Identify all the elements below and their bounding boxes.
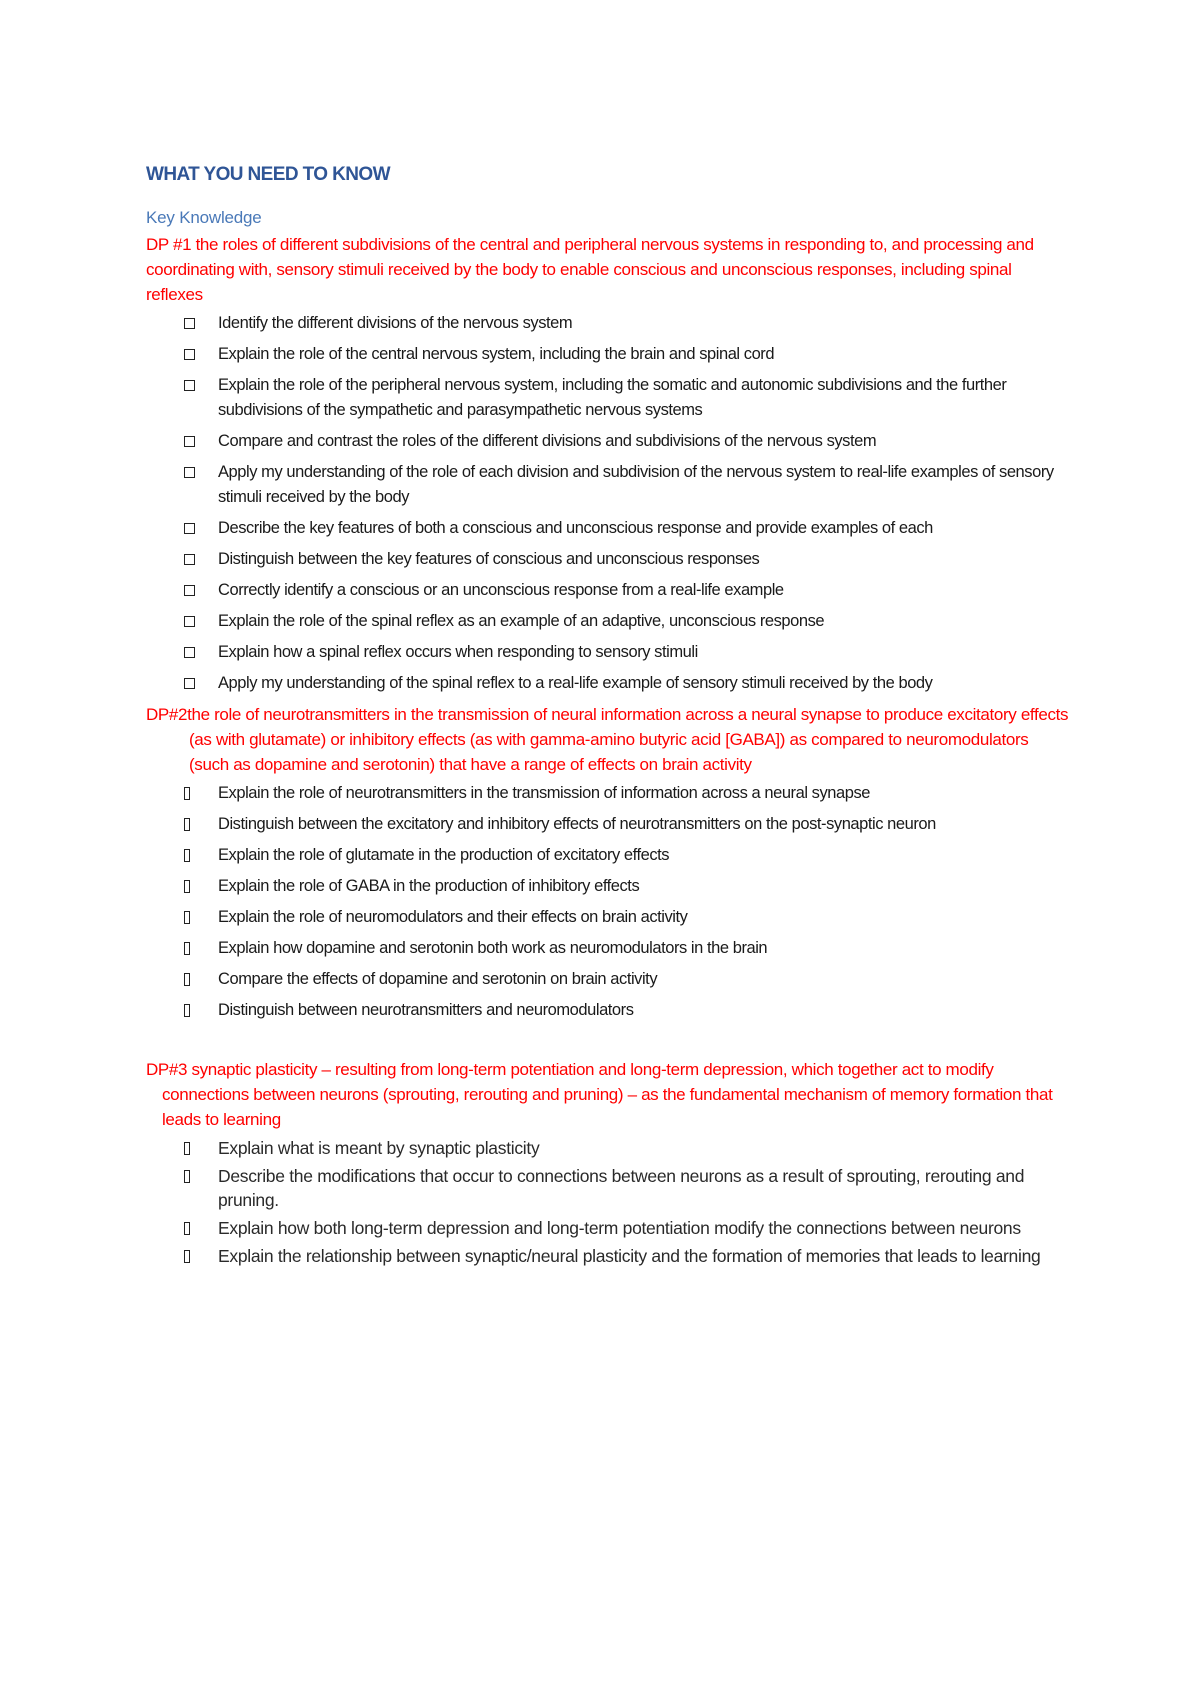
checkbox-icon[interactable] [184, 647, 195, 658]
checklist-item [146, 812, 1072, 837]
item-text: Explain the role of the spinal reflex as an example of an adaptive, unconscious response [218, 612, 825, 630]
item-text: Distinguish between the excitatory and inhibitory effects of neurotransmitters on the post-synaptic neuron [218, 815, 936, 833]
missing-glyph-icon [184, 1170, 190, 1183]
checkbox-icon[interactable] [184, 616, 195, 627]
document-page [146, 162, 1072, 1272]
item-text: Distinguish between neurotransmitters and neuromodulators [218, 1001, 634, 1019]
item-text: Explain the role of GABA in the production of inhibitory effects [218, 877, 640, 895]
missing-glyph-icon [184, 1250, 190, 1263]
item-text: Apply my understanding of the role of each division and subdivision of the nervous system to real-life examples of sensory stimuli received by the body [218, 463, 1054, 506]
missing-glyph-icon [184, 1004, 190, 1017]
missing-glyph-icon [184, 1222, 190, 1235]
page-title: WHAT YOU NEED TO KNOW [146, 164, 390, 185]
missing-glyph-icon [184, 787, 190, 800]
checklist-item [146, 609, 1072, 634]
item-text: Explain the relationship between synaptic/neural plasticity and the formation of memories that leads to learning [218, 1246, 1041, 1266]
checklist-item [146, 781, 1072, 806]
checklist-item [146, 1216, 1072, 1240]
item-text: Explain the role of neuromodulators and their effects on brain activity [218, 908, 688, 926]
item-text: Identify the different divisions of the nervous system [218, 314, 573, 332]
checklist-item [146, 578, 1072, 603]
item-text: Explain how a spinal reflex occurs when responding to sensory stimuli [218, 643, 698, 661]
checklist-item [146, 311, 1072, 336]
checklist-item [146, 905, 1072, 930]
checklist-item [146, 1164, 1072, 1212]
item-text: Compare and contrast the roles of the different divisions and subdivisions of the nervous system [218, 432, 877, 450]
item-text: Explain what is meant by synaptic plasticity [218, 1138, 540, 1158]
item-text: Compare the effects of dopamine and serotonin on brain activity [218, 970, 658, 988]
item-text: Explain how both long-term depression and long-term potentiation modify the connections between neurons [218, 1218, 1021, 1238]
item-text: Explain the role of neurotransmitters in the transmission of information across a neural synapse [218, 784, 870, 802]
checklist-item [146, 640, 1072, 665]
checklist-item [146, 516, 1072, 541]
checkbox-icon[interactable] [184, 554, 195, 565]
checklist-item [146, 1136, 1072, 1160]
checkbox-icon[interactable] [184, 523, 195, 534]
checklist-item [146, 874, 1072, 899]
section-subtitle: Key Knowledge [146, 208, 262, 227]
item-text: Explain the role of the central nervous system, including the brain and spinal cord [218, 345, 775, 363]
item-text: Apply my understanding of the spinal reflex to a real-life example of sensory stimuli received by the body [218, 674, 933, 692]
item-text: Explain the role of glutamate in the production of excitatory effects [218, 846, 670, 864]
section-spacer [146, 1029, 1072, 1057]
section-dp1 [146, 232, 1072, 696]
checklist-item [146, 1244, 1072, 1268]
dp2-heading: DP#2the role of neurotransmitters in the transmission of neural information across a neural synapse to produce excitatory effects (as with glutamate) or inhibitory effects (as with gamma-amino butyric acid [GABA]) as compared to neuromodulators (such as dopamine and serotonin) that have a range of effects on brain activity [146, 705, 1069, 774]
dp3-heading: DP#3 synaptic plasticity – resulting from long-term potentiation and long-term depression, which together act to modify connections between neurons (sprouting, rerouting and pruning) – as the fundamental mechanism of memory formation that leads to learning [146, 1060, 1053, 1129]
missing-glyph-icon [184, 818, 190, 831]
missing-glyph-icon [184, 1142, 190, 1155]
dp3-checklist [146, 1136, 1072, 1268]
checkbox-icon[interactable] [184, 436, 195, 447]
checklist-item [146, 547, 1072, 572]
checklist-item [146, 429, 1072, 454]
checkbox-icon[interactable] [184, 467, 195, 478]
checkbox-icon[interactable] [184, 678, 195, 689]
missing-glyph-icon [184, 942, 190, 955]
checklist-item [146, 967, 1072, 992]
item-text: Describe the modifications that occur to connections between neurons as a result of sprouting, rerouting and pruning. [218, 1166, 1025, 1210]
checkbox-icon[interactable] [184, 349, 195, 360]
dp1-heading: DP #1 the roles of different subdivisions of the central and peripheral nervous systems in responding to, and processing and coordinating with, sensory stimuli received by the body to enable conscious and unconscious responses, including spinal reflexes [146, 235, 1034, 304]
checklist-item [146, 936, 1072, 961]
section-dp3 [146, 1057, 1072, 1268]
item-text: Distinguish between the key features of conscious and unconscious responses [218, 550, 760, 568]
checklist-item [146, 671, 1072, 696]
missing-glyph-icon [184, 911, 190, 924]
checklist-item [146, 998, 1072, 1023]
item-text: Explain the role of the peripheral nervous system, including the somatic and autonomic subdivisions and the further subdivisions of the sympathetic and parasympathetic nervous systems [218, 376, 1007, 419]
dp1-checklist [146, 311, 1072, 696]
checkbox-icon[interactable] [184, 318, 195, 329]
missing-glyph-icon [184, 973, 190, 986]
item-text: Correctly identify a conscious or an unconscious response from a real-life example [218, 581, 784, 599]
checklist-item [146, 843, 1072, 868]
checkbox-icon[interactable] [184, 380, 195, 391]
item-text: Describe the key features of both a conscious and unconscious response and provide examples of each [218, 519, 933, 537]
checkbox-icon[interactable] [184, 585, 195, 596]
checklist-item [146, 342, 1072, 367]
missing-glyph-icon [184, 880, 190, 893]
missing-glyph-icon [184, 849, 190, 862]
section-dp2 [146, 702, 1072, 1023]
checklist-item [146, 460, 1072, 510]
dp2-checklist [146, 781, 1072, 1023]
item-text: Explain how dopamine and serotonin both work as neuromodulators in the brain [218, 939, 768, 957]
checklist-item [146, 373, 1072, 423]
